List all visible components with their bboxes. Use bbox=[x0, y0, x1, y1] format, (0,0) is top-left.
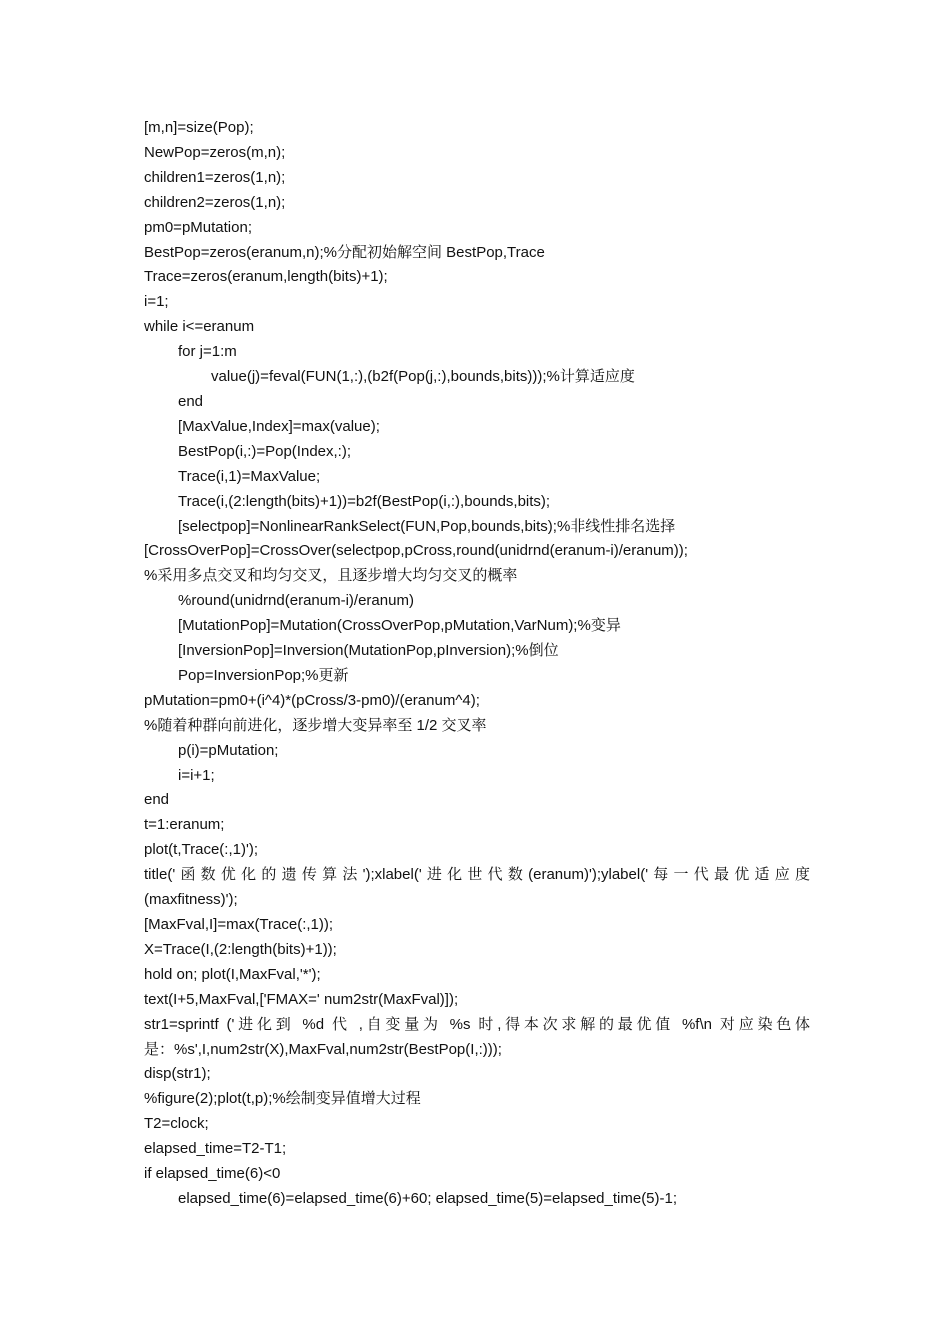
code-line: elapsed_time(6)=elapsed_time(6)+60; elapsed_time(5)=elapsed_time(5)-1; bbox=[178, 1189, 678, 1207]
code-line: [MutationPop]=Mutation(CrossOverPop,pMutation,VarNum);%变异 bbox=[178, 617, 621, 635]
code-line: X=Trace(I,(2:length(bits)+1)); bbox=[144, 940, 337, 958]
code-line: value(j)=feval(FUN(1,:),(b2f(Pop(j,:),bounds,bits)));%计算适应度 bbox=[211, 368, 635, 386]
code-line: [MaxFval,I]=max(Trace(:,1)); bbox=[144, 916, 334, 933]
code-line: while i<=eranum bbox=[144, 318, 255, 336]
code-line: pMutation=pm0+(i^4)*(pCross/3-pm0)/(eranum^4); bbox=[144, 691, 480, 709]
code-line: end bbox=[178, 392, 204, 410]
code-line: t=1:eranum; bbox=[144, 816, 225, 834]
code-line: %随着种群向前进化，逐步增大变异率至 1/2 交叉率 bbox=[144, 716, 487, 734]
code-line: [CrossOverPop]=CrossOver(selectpop,pCross,round(unidrnd(eranum-i)/eranum)); bbox=[144, 542, 688, 560]
code-line: T2=clock; bbox=[144, 1115, 209, 1133]
code-line: text(I+5,MaxFval,['FMAX=' num2str(MaxFval)]); bbox=[144, 990, 459, 1008]
code-line: str1=sprintf ('进化到 %d 代 ,自变量为 %s 时,得本次求解的最优值 %f\n 对应染色体 bbox=[144, 1015, 810, 1033]
code-listing bbox=[144, 116, 810, 1212]
code-line: Pop=InversionPop;%更新 bbox=[178, 666, 349, 684]
code-line: p(i)=pMutation; bbox=[178, 741, 279, 759]
code-line: children2=zeros(1,n); bbox=[144, 193, 286, 211]
code-line: Trace(i,(2:length(bits)+1))=b2f(BestPop(i,:),bounds,bits); bbox=[178, 492, 551, 510]
code-line: hold on; plot(I,MaxFval,'*'); bbox=[144, 965, 321, 983]
code-line: [InversionPop]=Inversion(MutationPop,pInversion);%倒位 bbox=[178, 642, 559, 660]
code-line: %figure(2);plot(t,p);%绘制变异值增大过程 bbox=[144, 1090, 421, 1108]
code-line: i=i+1; bbox=[178, 766, 215, 784]
code-line: for j=1:m bbox=[178, 343, 237, 361]
code-line: Trace(i,1)=MaxValue; bbox=[178, 467, 321, 485]
code-line: (maxfitness)'); bbox=[144, 891, 238, 909]
code-line: [MaxValue,Index]=max(value); bbox=[178, 417, 380, 435]
code-line: end bbox=[144, 791, 170, 809]
code-line: [selectpop]=NonlinearRankSelect(FUN,Pop,bounds,bits);%非线性排名选择 bbox=[178, 517, 676, 535]
code-line: pm0=pMutation; bbox=[144, 218, 252, 236]
code-line: NewPop=zeros(m,n); bbox=[144, 143, 286, 161]
code-line: BestPop=zeros(eranum,n);%分配初始解空间 BestPop,Trace bbox=[144, 243, 545, 261]
code-line: Trace=zeros(eranum,length(bits)+1); bbox=[144, 268, 388, 286]
code-line: [m,n]=size(Pop); bbox=[144, 119, 254, 136]
code-line: title('函数优化的遗传算法');xlabel('进化世代数(eranum)');ylabel('每一代最优适应度 bbox=[144, 866, 810, 884]
code-line: if elapsed_time(6)<0 bbox=[144, 1165, 281, 1183]
code-line: %采用多点交叉和均匀交叉，且逐步增大均匀交叉的概率 bbox=[144, 567, 518, 585]
code-line: disp(str1); bbox=[144, 1065, 211, 1083]
code-line: %round(unidrnd(eranum-i)/eranum) bbox=[178, 592, 414, 610]
code-line: BestPop(i,:)=Pop(Index,:); bbox=[178, 442, 351, 460]
code-line: plot(t,Trace(:,1)'); bbox=[144, 841, 258, 859]
code-line: i=1; bbox=[144, 293, 169, 311]
code-line: 是：%s',I,num2str(X),MaxFval,num2str(BestPop(I,:))); bbox=[144, 1040, 502, 1058]
code-line: children1=zeros(1,n); bbox=[144, 168, 286, 186]
code-line: elapsed_time=T2-T1; bbox=[144, 1140, 287, 1158]
